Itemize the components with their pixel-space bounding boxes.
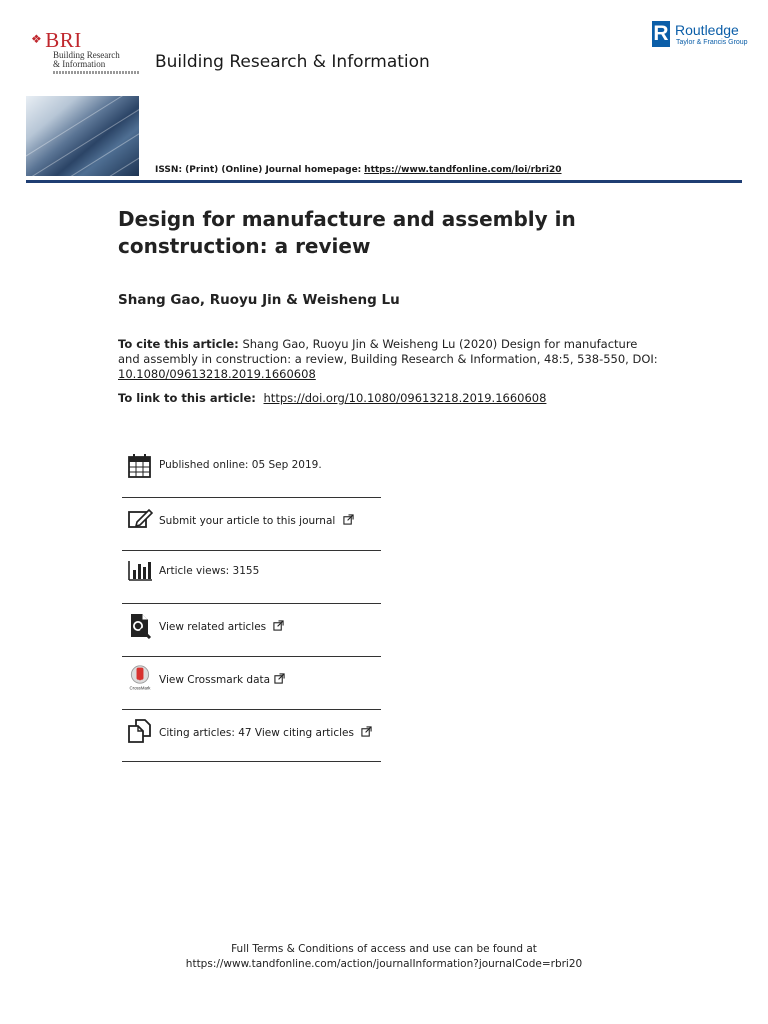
crossmark-row[interactable] (122, 663, 381, 703)
divider (122, 656, 381, 657)
header-rule (26, 180, 742, 183)
bri-logo-line1: Building Research (53, 50, 120, 60)
submit-row[interactable] (122, 505, 381, 545)
cite-label: To cite this article: (118, 337, 239, 351)
search-document-icon (127, 613, 153, 639)
article-title: Design for manufacture and assembly in construction: a review (118, 207, 576, 258)
article-authors: Shang Gao, Ruoyu Jin & Weisheng Lu (118, 292, 400, 308)
journal-name: Building Research & Information (155, 52, 430, 72)
crossmark-link[interactable]: View Crossmark data (159, 674, 271, 686)
divider (122, 761, 381, 762)
related-row[interactable] (122, 610, 381, 650)
journal-cover-image (26, 96, 139, 176)
submit-article-link[interactable]: Submit your article to this journal (159, 515, 336, 527)
publisher-name: Routledge (675, 22, 739, 38)
edit-icon (127, 506, 153, 532)
bri-logo (31, 28, 141, 78)
calendar-icon (127, 453, 153, 479)
article-views: Article views: 3155 (159, 565, 260, 577)
routledge-r-icon: R (653, 22, 669, 45)
crossmark-logo-text: CrossMark (129, 685, 151, 691)
divider (122, 497, 381, 498)
external-link-icon (343, 514, 354, 525)
footer-terms-url[interactable]: https://www.tandfonline.com/action/journalInformation?journalCode=rbri20 (185, 958, 583, 970)
external-link-icon (273, 620, 284, 631)
link-label: To link to this article: (118, 391, 256, 405)
cite-block (118, 337, 658, 382)
article-doi-link[interactable]: https://doi.org/10.1080/09613218.2019.1660608 (263, 391, 547, 405)
views-row (122, 557, 381, 597)
footer-terms-text: Full Terms & Conditions of access and use can be found at (231, 943, 537, 955)
bri-star-icon: ❖ (31, 32, 43, 46)
external-link-icon (361, 726, 372, 737)
issn-line (155, 165, 562, 175)
journal-homepage-link[interactable]: https://www.tandfonline.com/loi/rbri20 (364, 165, 562, 175)
divider (122, 709, 381, 710)
crossmark-icon (127, 665, 153, 691)
bri-logo-line2: & Information (53, 59, 106, 69)
divider (122, 603, 381, 604)
citing-row[interactable] (122, 716, 381, 756)
related-articles-link[interactable]: View related articles (159, 621, 267, 633)
bri-logo-fineprint (53, 71, 139, 74)
divider (122, 550, 381, 551)
link-block (118, 391, 546, 405)
citing-icon (127, 718, 153, 744)
external-link-icon (274, 673, 285, 684)
cite-doi-link[interactable]: 10.1080/09613218.2019.1660608 (118, 367, 316, 381)
routledge-logo (652, 21, 752, 51)
issn-label: ISSN: (Print) (Online) Journal homepage: (155, 165, 362, 175)
cite-text: Shang Gao, Ruoyu Jin & Weisheng Lu (2020) Design for manufacture and assembly in construction: a review, Building Research & Information, 48:5, 538-550, DOI: (118, 337, 658, 366)
bri-logo-text: BRI (45, 28, 82, 52)
citing-articles-link[interactable]: Citing articles: 47 View citing articles (159, 727, 354, 739)
published-row (122, 452, 381, 492)
footer (0, 942, 768, 972)
publisher-tagline: Taylor & Francis Group (676, 39, 748, 46)
bar-chart-icon (127, 558, 153, 584)
published-date: Published online: 05 Sep 2019. (159, 459, 322, 471)
